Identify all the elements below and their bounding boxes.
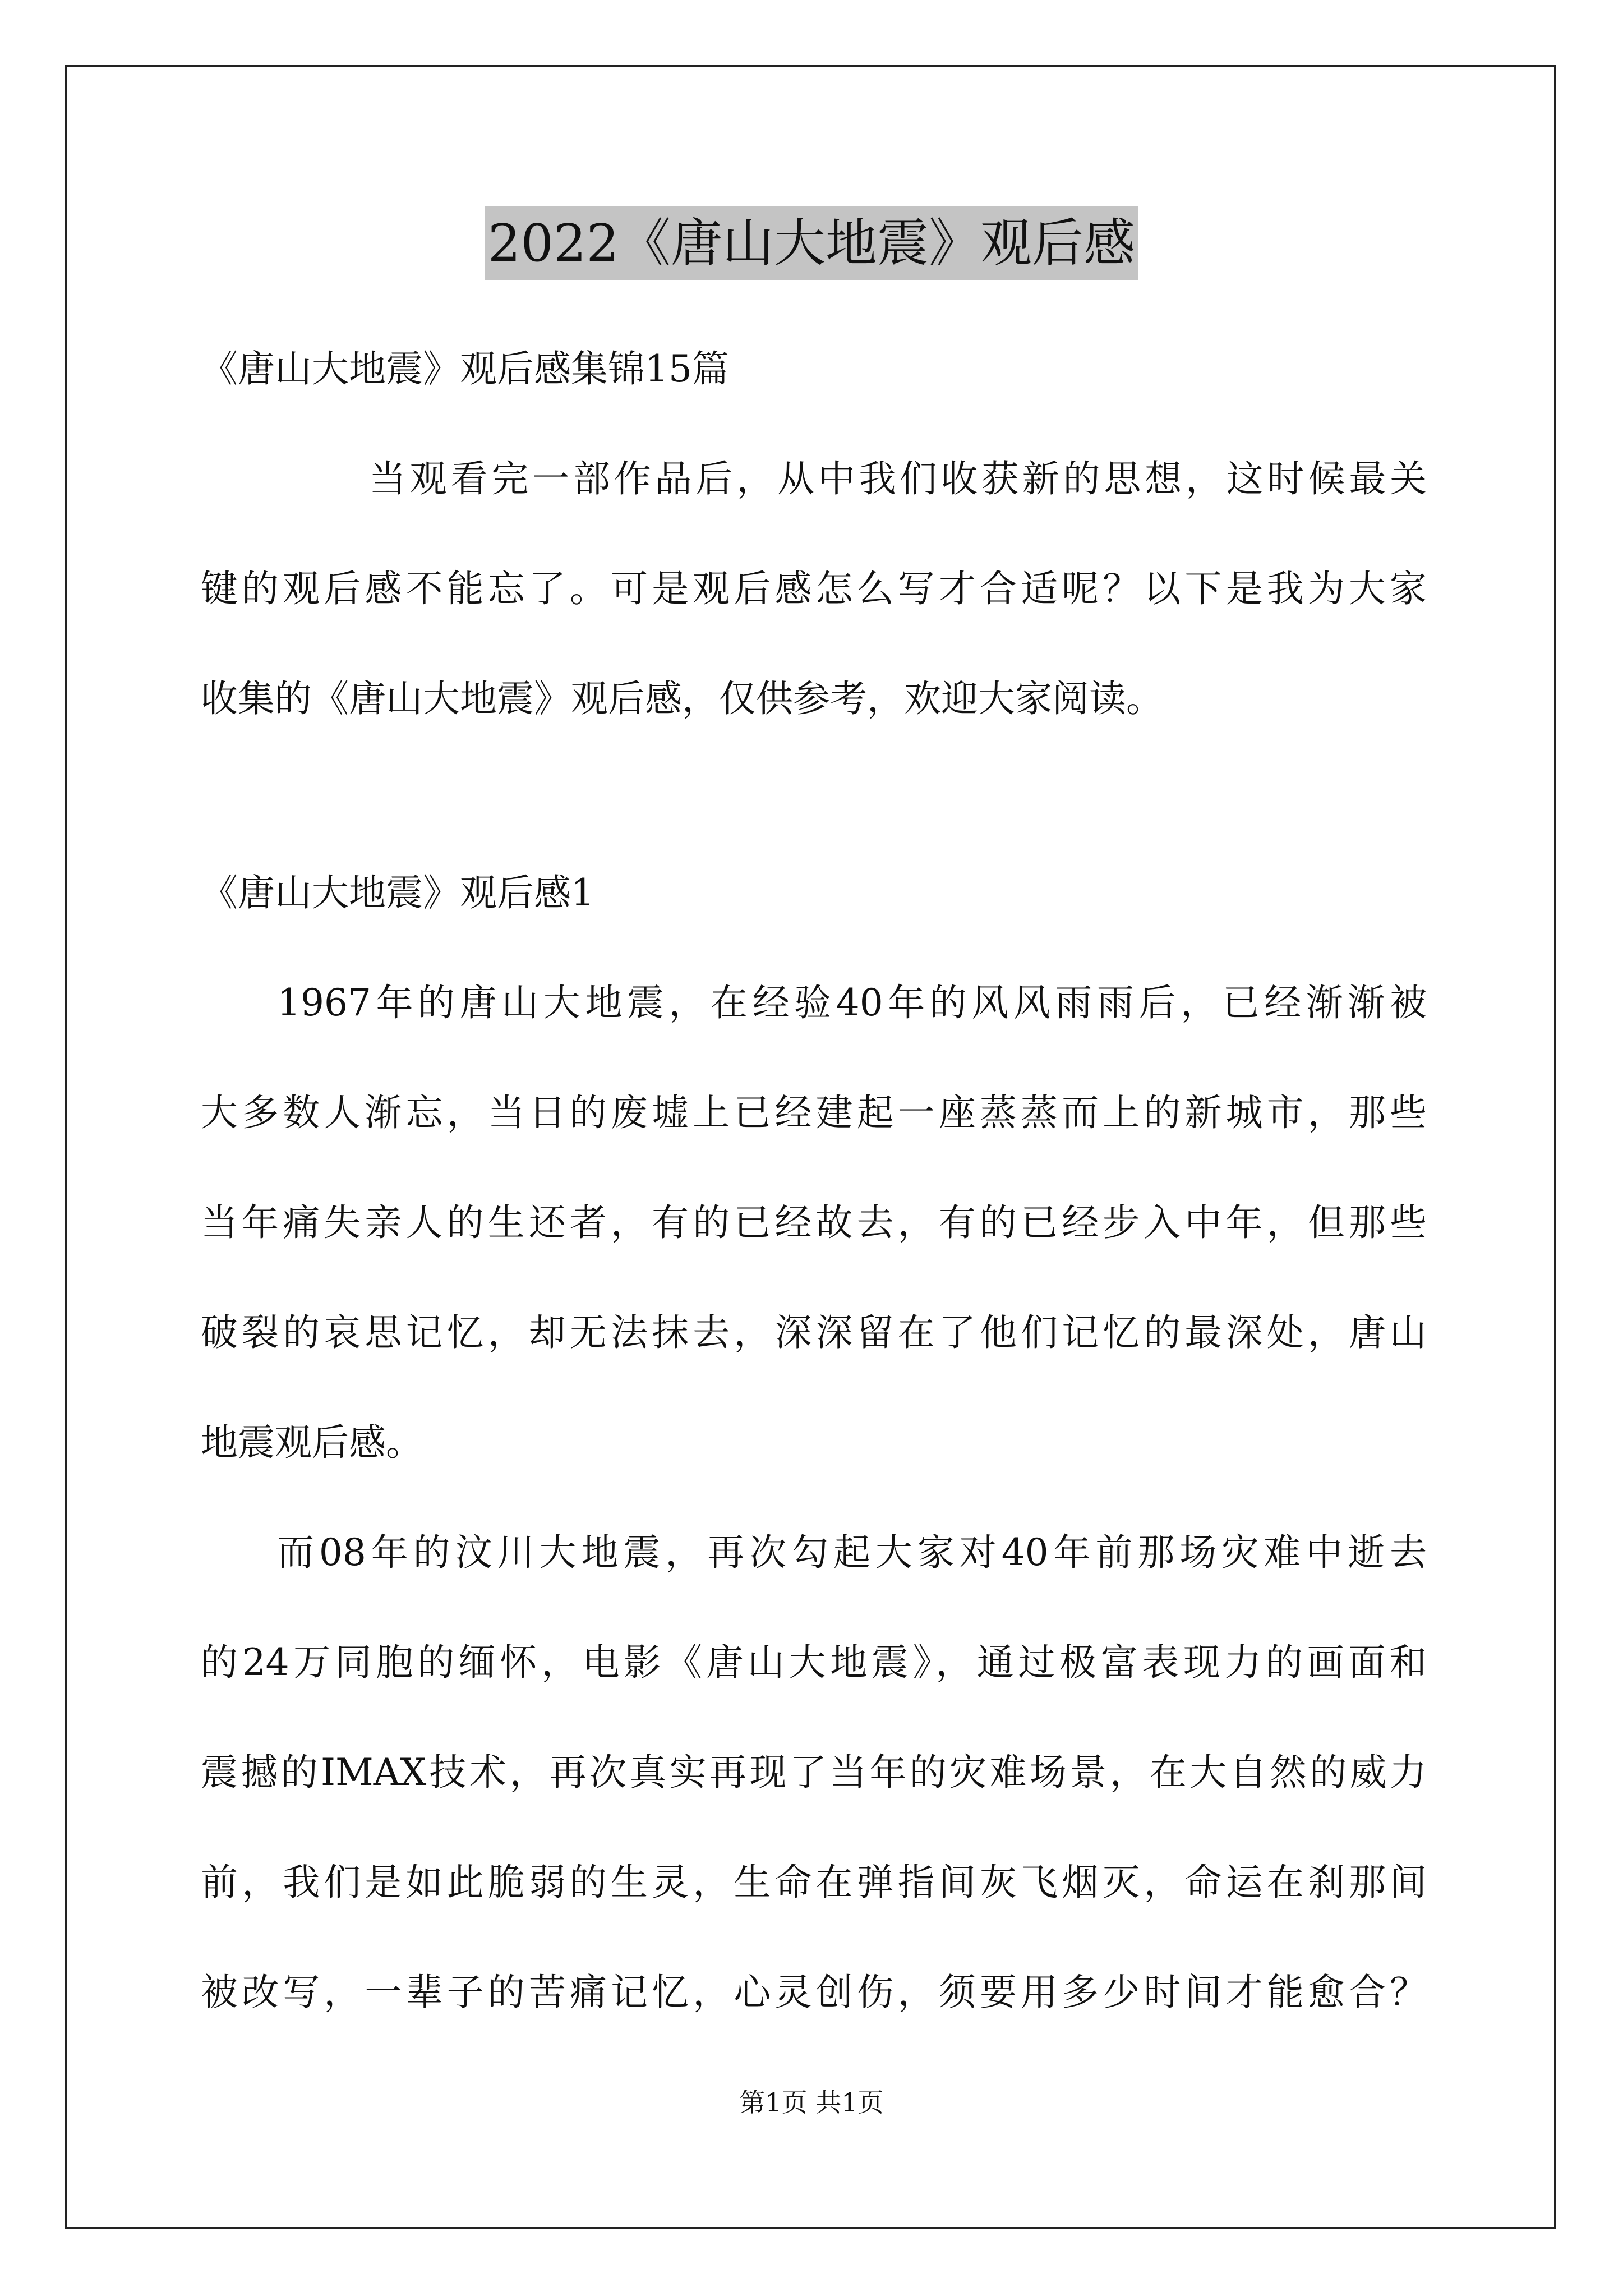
intro-line: 当观看完一部作品后，从中我们收获新的思想，这时候最关 [369, 457, 1427, 500]
document-body [201, 314, 1427, 2047]
paragraph1-line: 破裂的哀思记忆，却无法抹去，深深留在了他们记忆的最深处，唐山 [201, 1311, 1427, 1354]
document-subtitle: 《唐山大地震》观后感集锦15篇 [201, 347, 729, 390]
page-footer: 第1页 共1页 [739, 2087, 884, 2118]
intro-line: 键的观后感不能忘了。可是观后感怎么写才合适呢？以下是我为大家 [201, 567, 1427, 610]
paragraph1-line: 当年痛失亲人的生还者，有的已经故去，有的已经步入中年，但那些 [201, 1201, 1427, 1244]
paragraph2-line: 的24万同胞的缅怀，电影《唐山大地震》，通过极富表现力的画面和 [201, 1641, 1427, 1684]
title-container [0, 206, 1623, 280]
paragraph2-line: 前，我们是如此脆弱的生灵，生命在弹指间灰飞烟灭，命运在刹那间 [201, 1861, 1427, 1904]
paragraph2-line: 震撼的IMAX技术，再次真实再现了当年的灾难场景，在大自然的威力 [201, 1751, 1427, 1794]
section-heading: 《唐山大地震》观后感1 [201, 871, 594, 914]
paragraph1-line: 地震观后感。 [201, 1421, 423, 1464]
paragraph-gap [201, 754, 1427, 838]
paragraph1-line: 大多数人渐忘，当日的废墟上已经建起一座蒸蒸而上的新城市，那些 [201, 1091, 1427, 1134]
document-title: 2022《唐山大地震》观后感 [485, 206, 1138, 280]
paragraph1-line: 1967年的唐山大地震，在经验40年的风风雨雨后，已经渐渐被 [277, 981, 1427, 1024]
paragraph2-line: 而08年的汶川大地震，再次勾起大家对40年前那场灾难中逝去 [277, 1531, 1427, 1574]
intro-line: 收集的《唐山大地震》观后感，仅供参考，欢迎大家阅读。 [201, 677, 1163, 720]
paragraph2-line: 被改写，一辈子的苦痛记忆，心灵创伤，须要用多少时间才能愈合？ [201, 1971, 1427, 2014]
